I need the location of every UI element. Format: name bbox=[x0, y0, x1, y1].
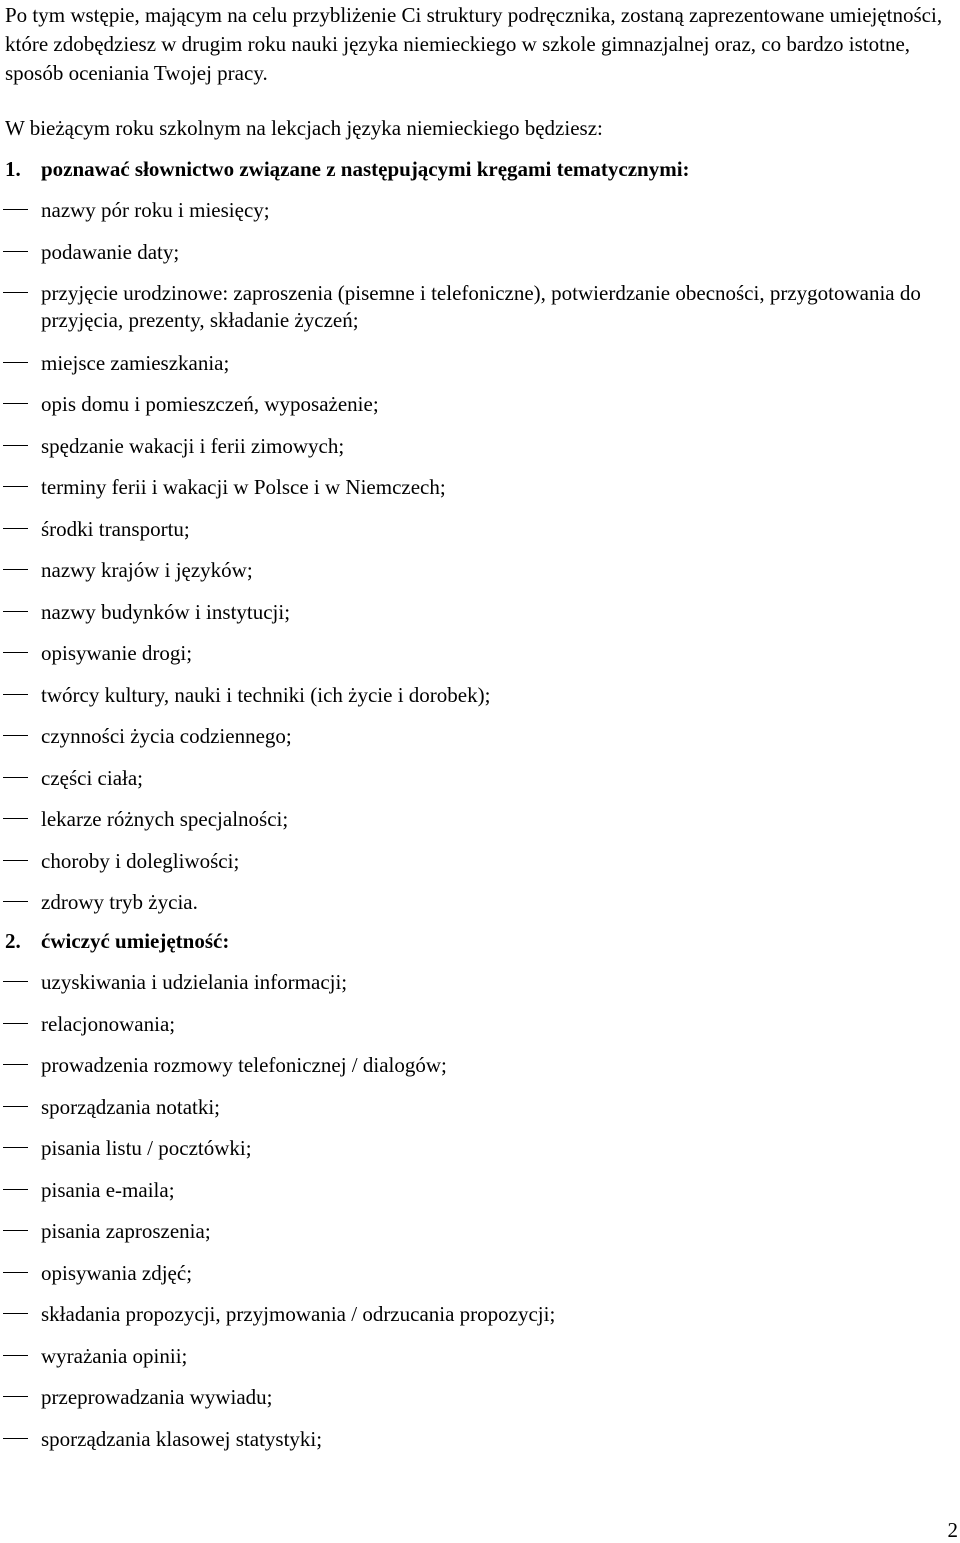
dash-bullet-icon bbox=[3, 694, 28, 695]
list-item-text: pisania e-maila; bbox=[41, 1177, 175, 1202]
list-item-text: środki transportu; bbox=[41, 516, 190, 541]
dash-bullet-icon bbox=[3, 1147, 28, 1148]
section-2-title: ćwiczyć umiejętność: bbox=[41, 929, 230, 953]
list-item bbox=[0, 1218, 941, 1244]
dash-bullet-icon bbox=[3, 1355, 28, 1356]
section-1-list bbox=[0, 197, 960, 931]
list-item bbox=[0, 1052, 941, 1078]
section-2-heading bbox=[5, 928, 229, 954]
dash-bullet-icon bbox=[3, 1272, 28, 1273]
list-item bbox=[0, 391, 941, 417]
list-item bbox=[0, 723, 941, 749]
list-item-text: sporządzania klasowej statystyki; bbox=[41, 1426, 323, 1451]
dash-bullet-icon bbox=[3, 403, 28, 404]
list-item bbox=[0, 765, 941, 791]
list-item bbox=[0, 1260, 941, 1286]
list-item bbox=[0, 350, 941, 376]
dash-bullet-icon bbox=[3, 292, 28, 293]
dash-bullet-icon bbox=[3, 901, 28, 902]
dash-bullet-icon bbox=[3, 1438, 28, 1439]
list-item-text: nazwy krajów i języków; bbox=[41, 558, 253, 582]
dash-bullet-icon bbox=[3, 1064, 28, 1065]
list-item bbox=[0, 197, 941, 223]
list-item-text: przyjęcie urodzinowe: zaproszenia (pisemne i telefoniczne), potwierdzanie obecności, przygotowania do przyjęcia, prezenty, składanie życzeń; bbox=[41, 281, 921, 332]
list-item-text: zdrowy tryb życia. bbox=[41, 890, 198, 914]
list-item-text: sporządzania notatki; bbox=[41, 1094, 221, 1119]
lead-sentence: W bieżącym roku szkolnym na lekcjach języka niemieckiego będziesz: bbox=[5, 116, 603, 140]
dash-bullet-icon bbox=[3, 1230, 28, 1231]
list-item-text: wyrażania opinii; bbox=[41, 1343, 188, 1368]
dash-bullet-icon bbox=[3, 1396, 28, 1397]
list-item bbox=[0, 1177, 941, 1203]
dash-bullet-icon bbox=[3, 251, 28, 252]
dash-bullet-icon bbox=[3, 818, 28, 819]
dash-bullet-icon bbox=[3, 1023, 28, 1024]
list-item bbox=[0, 1384, 941, 1410]
list-item-text: opisywanie drogi; bbox=[41, 641, 193, 665]
list-item-text: lekarze różnych specjalności; bbox=[41, 807, 289, 831]
dash-bullet-icon bbox=[3, 611, 28, 612]
dash-bullet-icon bbox=[3, 981, 28, 982]
list-item-text: pisania listu / pocztówki; bbox=[41, 1136, 252, 1160]
list-item-text: uzyskiwania i udzielania informacji; bbox=[41, 970, 348, 994]
list-item bbox=[0, 682, 941, 708]
list-item bbox=[0, 806, 941, 832]
list-item bbox=[0, 640, 941, 666]
list-item-text: twórcy kultury, nauki i techniki (ich życie i dorobek); bbox=[41, 682, 491, 707]
section-2-number: 2. bbox=[5, 929, 21, 953]
list-item-text: choroby i dolegliwości; bbox=[41, 848, 240, 873]
dash-bullet-icon bbox=[3, 1189, 28, 1190]
dash-bullet-icon bbox=[3, 528, 28, 529]
intro-paragraph: Po tym wstępie, mającym na celu przybliżenie Ci struktury podręcznika, zostaną zaprezentowane umiejętności, które zdobędziesz w drugim roku nauki języka niemieckiego w szkole gimnazjalnej oraz, co bardzo istotne, sposób oceniania Twojej pracy. bbox=[5, 3, 943, 85]
list-item-text: opisywania zdjęć; bbox=[41, 1260, 193, 1285]
list-item-text: przeprowadzania wywiadu; bbox=[41, 1385, 273, 1409]
list-item-text: opis domu i pomieszczeń, wyposażenie; bbox=[41, 392, 379, 416]
list-item bbox=[0, 557, 941, 583]
dash-bullet-icon bbox=[3, 362, 28, 363]
list-item-text: składania propozycji, przyjmowania / odrzucania propozycji; bbox=[41, 1302, 556, 1326]
list-item-text: spędzanie wakacji i ferii zimowych; bbox=[41, 433, 345, 458]
list-item-text: nazwy budynków i instytucji; bbox=[41, 599, 291, 624]
page-number: 2 bbox=[947, 1518, 958, 1542]
list-item-text: relacjonowania; bbox=[41, 1011, 176, 1036]
list-item bbox=[0, 1426, 941, 1452]
section-1-title: poznawać słownictwo związane z następującymi kręgami tematycznymi: bbox=[41, 157, 690, 181]
dash-bullet-icon bbox=[3, 569, 28, 570]
list-item bbox=[0, 239, 941, 265]
dash-bullet-icon bbox=[3, 445, 28, 446]
list-item bbox=[0, 848, 941, 874]
list-item bbox=[0, 1094, 941, 1120]
dash-bullet-icon bbox=[3, 209, 28, 210]
dash-bullet-icon bbox=[3, 777, 28, 778]
list-item bbox=[0, 1343, 941, 1369]
list-item bbox=[0, 280, 941, 334]
list-item-text: prowadzenia rozmowy telefonicznej / dialogów; bbox=[41, 1053, 447, 1077]
list-item bbox=[0, 969, 941, 995]
list-item-text: terminy ferii i wakacji w Polsce i w Niemczech; bbox=[41, 475, 446, 499]
list-item-text: miejsce zamieszkania; bbox=[41, 350, 230, 375]
list-item bbox=[0, 433, 941, 459]
dash-bullet-icon bbox=[3, 652, 28, 653]
dash-bullet-icon bbox=[3, 735, 28, 736]
list-item bbox=[0, 1301, 941, 1327]
list-item-text: podawanie daty; bbox=[41, 239, 180, 264]
list-item-text: części ciała; bbox=[41, 765, 144, 790]
list-item bbox=[0, 474, 941, 500]
dash-bullet-icon bbox=[3, 1106, 28, 1107]
list-item bbox=[0, 889, 941, 915]
dash-bullet-icon bbox=[3, 486, 28, 487]
section-1-heading bbox=[5, 156, 690, 182]
list-item bbox=[0, 1011, 941, 1037]
list-item-text: czynności życia codziennego; bbox=[41, 724, 292, 748]
list-item bbox=[0, 599, 941, 625]
list-item bbox=[0, 1135, 941, 1161]
dash-bullet-icon bbox=[3, 860, 28, 861]
list-item bbox=[0, 516, 941, 542]
section-1-number: 1. bbox=[5, 157, 21, 181]
section-2-list bbox=[0, 969, 960, 1467]
list-item-text: nazwy pór roku i miesięcy; bbox=[41, 198, 270, 222]
list-item-text: pisania zaproszenia; bbox=[41, 1219, 211, 1243]
dash-bullet-icon bbox=[3, 1313, 28, 1314]
